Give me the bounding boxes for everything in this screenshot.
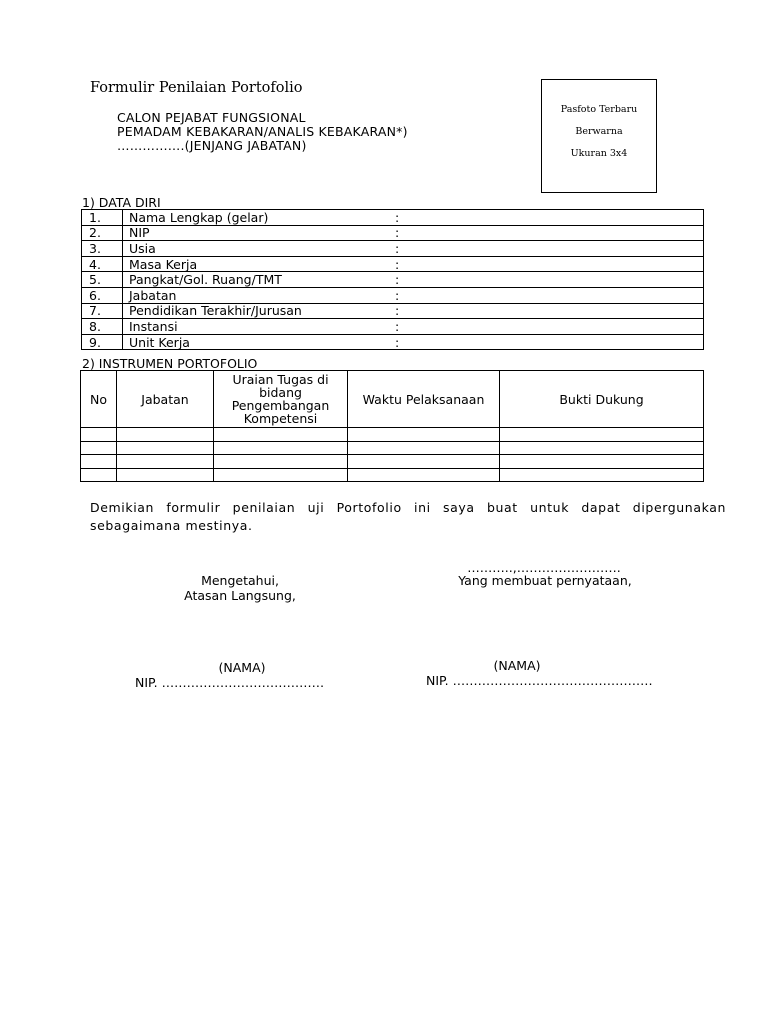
data-diri-table	[81, 209, 704, 350]
header-waktu: Waktu Pelaksanaan	[348, 371, 500, 428]
instrumen-cell[interactable]	[81, 428, 117, 442]
data-diri-number: 4.	[82, 256, 123, 272]
data-diri-row	[82, 256, 704, 272]
instrumen-cell[interactable]	[500, 441, 704, 455]
data-diri-number: 7.	[82, 303, 123, 319]
data-diri-value[interactable]: :	[389, 319, 704, 335]
instrumen-cell[interactable]	[348, 455, 500, 469]
data-diri-number: 8.	[82, 319, 123, 335]
header-uraian-line-3: Pengembangan	[231, 398, 330, 413]
instrumen-cell[interactable]	[500, 428, 704, 442]
instrumen-cell[interactable]	[214, 441, 348, 455]
heading-line-1: CALON PEJABAT FUNGSIONAL	[117, 110, 306, 125]
data-diri-value[interactable]: :	[389, 272, 704, 288]
photo-box-line-3: Ukuran 3x4	[570, 148, 628, 159]
instrumen-heading: 2) INSTRUMEN PORTOFOLIO	[82, 356, 258, 371]
data-diri-value[interactable]: :	[389, 225, 704, 241]
left-signer-nip: NIP. …………………………………	[135, 675, 325, 690]
data-diri-heading: 1) DATA DIRI	[82, 195, 161, 210]
instrumen-cell[interactable]	[81, 441, 117, 455]
data-diri-number: 3.	[82, 241, 123, 257]
left-signer-line-2: Atasan Langsung,	[184, 588, 296, 603]
instrumen-cell[interactable]	[348, 428, 500, 442]
right-signer-name: (NAMA)	[493, 658, 541, 673]
instrumen-cell[interactable]	[348, 468, 500, 482]
right-signer-line-1: Yang membuat pernyataan,	[458, 573, 632, 588]
data-diri-number: 9.	[82, 334, 123, 350]
form-title: Formulir Penilaian Portofolio	[90, 80, 303, 96]
data-diri-row	[82, 334, 704, 350]
header-uraian-line-1: Uraian Tugas di	[232, 372, 329, 387]
heading-line-2: PEMADAM KEBAKARAN/ANALIS KEBAKARAN*)	[117, 124, 408, 139]
data-diri-label: Instansi	[123, 319, 390, 335]
instrumen-row	[81, 428, 704, 442]
data-diri-label: Jabatan	[123, 287, 390, 303]
instrumen-cell[interactable]	[117, 455, 214, 469]
instrumen-cell[interactable]	[500, 455, 704, 469]
data-diri-row	[82, 272, 704, 288]
data-diri-value[interactable]: :	[389, 287, 704, 303]
photo-box	[541, 79, 657, 193]
data-diri-row	[82, 225, 704, 241]
header-uraian	[214, 371, 348, 428]
data-diri-value[interactable]: :	[389, 241, 704, 257]
instrumen-cell[interactable]	[117, 441, 214, 455]
data-diri-label: Masa Kerja	[123, 256, 390, 272]
instrumen-cell[interactable]	[81, 455, 117, 469]
header-uraian-line-4: Kompetensi	[243, 411, 318, 426]
header-bukti: Bukti Dukung	[500, 371, 704, 428]
instrumen-cell[interactable]	[214, 468, 348, 482]
left-signer-line-1: Mengetahui,	[201, 573, 279, 588]
photo-box-line-2: Berwarna	[575, 126, 623, 137]
instrumen-cell[interactable]	[117, 468, 214, 482]
data-diri-label: Usia	[123, 241, 390, 257]
data-diri-label: Nama Lengkap (gelar)	[123, 210, 390, 226]
data-diri-label: Pendidikan Terakhir/Jurusan	[123, 303, 390, 319]
left-signer-name: (NAMA)	[218, 660, 266, 675]
instrumen-row	[81, 441, 704, 455]
data-diri-row	[82, 241, 704, 257]
data-diri-row	[82, 287, 704, 303]
data-diri-number: 6.	[82, 287, 123, 303]
instrumen-cell[interactable]	[214, 455, 348, 469]
data-diri-value[interactable]: :	[389, 210, 704, 226]
data-diri-value[interactable]: :	[389, 256, 704, 272]
data-diri-label: NIP	[123, 225, 390, 241]
heading-line-3: …………….(JENJANG JABATAN)	[117, 138, 307, 153]
instrumen-header-row	[81, 371, 704, 428]
header-jabatan: Jabatan	[117, 371, 214, 428]
header-no: No	[81, 371, 117, 428]
place-date-line: ………..,…………………….	[467, 560, 621, 575]
instrumen-cell[interactable]	[117, 428, 214, 442]
right-signer-nip: NIP. …………………………………………	[426, 673, 653, 688]
instrumen-cell[interactable]	[500, 468, 704, 482]
data-diri-label: Unit Kerja	[123, 334, 390, 350]
data-diri-value[interactable]: :	[389, 303, 704, 319]
data-diri-row	[82, 303, 704, 319]
instrumen-cell[interactable]	[348, 441, 500, 455]
instrumen-cell[interactable]	[81, 468, 117, 482]
data-diri-row	[82, 210, 704, 226]
instrumen-cell[interactable]	[214, 428, 348, 442]
instrumen-table	[80, 370, 704, 482]
statement-paragraph: Demikian formulir penilaian uji Portofolio ini saya buat untuk dapat dipergunakan sebagaimana mestinya.	[90, 500, 726, 533]
data-diri-row	[82, 319, 704, 335]
data-diri-number: 5.	[82, 272, 123, 288]
instrumen-row	[81, 468, 704, 482]
data-diri-label: Pangkat/Gol. Ruang/TMT	[123, 272, 390, 288]
data-diri-value[interactable]: :	[389, 334, 704, 350]
photo-box-line-1: Pasfoto Terbaru	[560, 104, 638, 115]
instrumen-row	[81, 455, 704, 469]
data-diri-number: 2.	[82, 225, 123, 241]
header-uraian-line-2: bidang	[259, 385, 302, 400]
data-diri-number: 1.	[82, 210, 123, 226]
